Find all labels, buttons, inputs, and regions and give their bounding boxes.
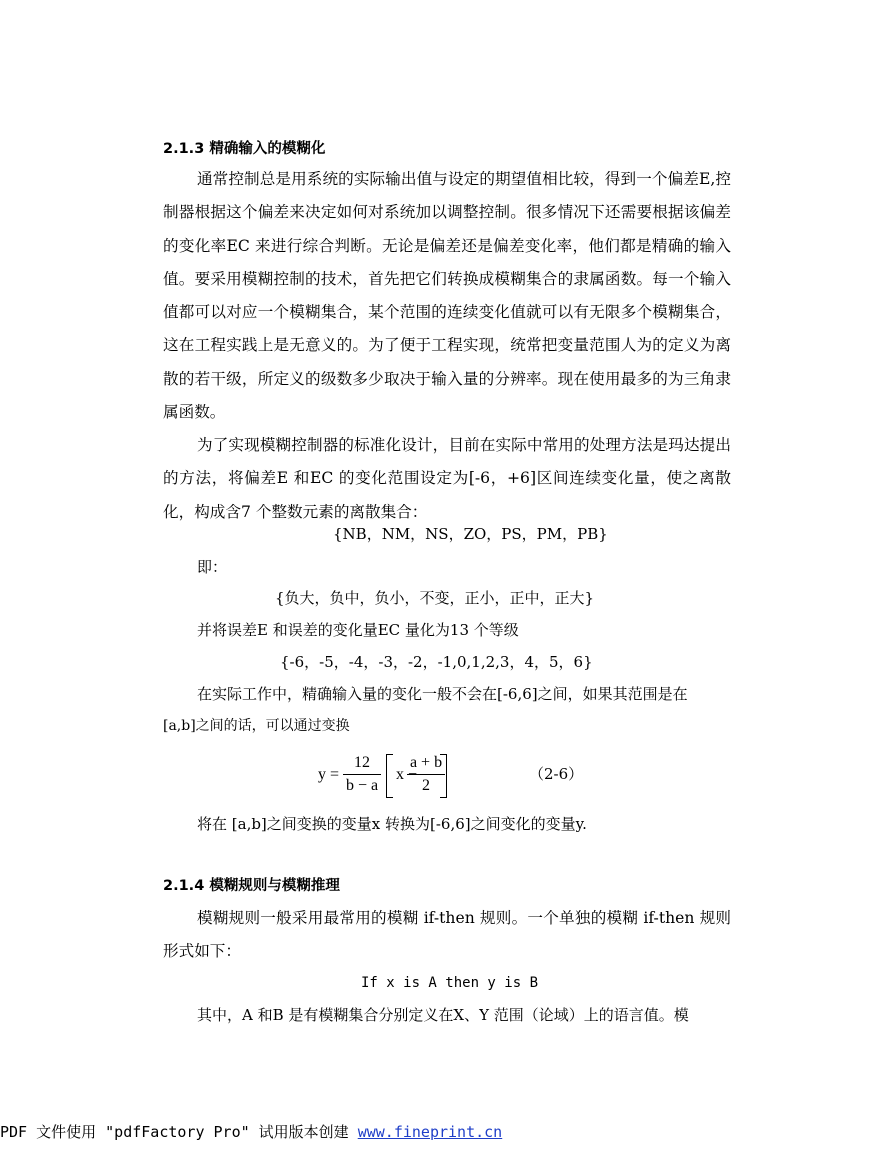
formula-x: x −: [396, 766, 418, 783]
formula-denominator-b-a: b − a: [345, 777, 379, 794]
section-heading-2-1-3: 2.1.3 精确输入的模糊化: [163, 141, 326, 157]
rule-form: If x is A then y is B: [361, 975, 539, 991]
left-bracket: [386, 754, 393, 798]
equation-number: （2-6）: [529, 765, 584, 783]
quantization-levels: {-6，-5，-4，-3，-2，-1,0,1,2,3，4，5，6}: [280, 653, 593, 671]
formula-numerator-12: 12: [354, 754, 370, 771]
linguistic-set: {NB，NM，NS，ZO，PS，PM，PB}: [333, 525, 608, 543]
section-heading-2-1-4: 2.1.4 模糊规则与模糊推理: [163, 878, 340, 894]
quantization-sentence: 并将误差E 和误差的变化量EC 量化为13 个等级: [197, 621, 519, 639]
footer-text: PDF 文件使用 "pdfFactory Pro" 试用版本创建: [0, 1123, 358, 1141]
pdf-footer: [0, 1122, 502, 1142]
right-bracket: [440, 754, 447, 798]
formula-numerator-a-b: a + b: [409, 754, 443, 771]
paragraph-linguistic-values: 其中，A 和B 是有模糊集合分别定义在X、Y 范围（论域）上的语言值。模: [197, 1006, 689, 1024]
formula-denominator-2: 2: [422, 777, 430, 794]
paragraph-transform-result: 将在 [a,b]之间变换的变量x 转换为[-6,6]之间变化的变量y.: [197, 815, 587, 833]
paragraph-fuzzy-rules: 模糊规则一般采用最常用的模糊 if-then 规则。一个单独的模糊 if-then 规则形式如下：: [163, 909, 731, 961]
linguistic-set-meaning: {负大，负中，负小，不变，正小，正中，正大}: [275, 589, 595, 607]
paragraph-range-line2: [a,b]之间的话，可以通过变换: [163, 718, 350, 734]
label-ji: 即：: [197, 558, 228, 576]
paragraph-discretization: 为了实现模糊控制器的标准化设计，目前在实际中常用的处理方法是玛达提出的方法，将偏差E 和EC 的变化范围设定为[-6，+6]区间连续变化量，使之离散化，构成含7 个整数元素的离散集合：: [163, 436, 731, 521]
paragraph-fuzzification-intro: 通常控制总是用系统的实际输出值与设定的期望值相比较，得到一个偏差E,控制器根据这个偏差来决定如何对系统加以调整控制。很多情况下还需要根据该偏差的变化率EC 来进行综合判断。无论是偏差还是偏差变化率，他们都是精确的输入值。要采用模糊控制的技术，首先把它们转换成模糊集合的隶属函数。每一个输入值都可以对应一个模糊集合，某个范围的连续变化值就可以有无限多个模糊集合，这在工程实践上是无意义的。为了便于工程实现，统常把变量范围人为的定义为离散的若干级，所定义的级数多少取决于输入量的分辨率。现在使用最多的为三角隶属函数。: [163, 170, 731, 422]
paragraph-range-line1: 在实际工作中，精确输入量的变化一般不会在[-6,6]之间，如果其范围是在: [197, 685, 688, 703]
formula-y: y =: [318, 766, 340, 783]
fineprint-link[interactable]: www.fineprint.cn: [357, 1123, 503, 1141]
formula-fraction-scale: [343, 752, 381, 797]
